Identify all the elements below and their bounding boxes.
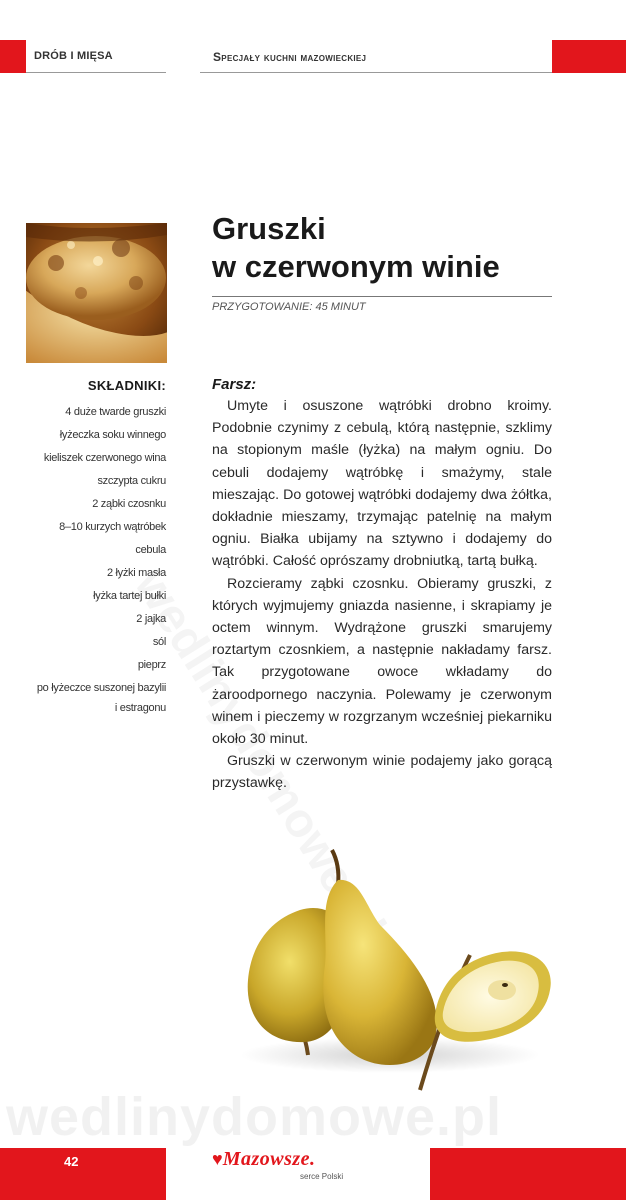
body-paragraph: Rozcieramy ząbki czosnku. Obieramy gruszki, z których wyjmujemy gniazda nasienne, i skrapiamy je octem winnym. Wydrążone gruszki smarujemy roztartym czosnkiem, a następnie nakładamy farsz. Tak przygotowane owoce wkładamy do żaroodpornego naczynia. Polewamy je czerwonym winem i pieczemy w rozgrzanym wcześniej piekarniku około 30 minut.	[212, 575, 552, 748]
logo-tagline: serce Polski	[300, 1172, 344, 1181]
body-subheading: Farsz:	[212, 376, 257, 393]
pears-photo	[240, 840, 560, 1110]
ingredient-item: i estragonu	[114, 702, 166, 714]
ingredient-item: łyżka tartej bułki	[93, 590, 166, 602]
title-rule	[212, 296, 552, 297]
page-number: 42	[64, 1154, 79, 1169]
body-paragraph: Gruszki w czerwonym winie podajemy jako gorącą przystawkę.	[212, 753, 552, 792]
ingredient-item: kieliszek czerwonego wina	[43, 452, 166, 464]
ingredient-item: pieprz	[137, 659, 166, 671]
recipe-body	[212, 376, 552, 795]
recipe-title-line1: Gruszki	[212, 211, 326, 246]
watermark-bottom: wedlinydomowe.pl	[6, 1087, 503, 1147]
ingredient-item: sól	[152, 636, 166, 648]
ingredient-item: 2 ząbki czosnku	[92, 498, 166, 510]
book-title: Specjały kuchni mazowieckiej	[213, 50, 367, 64]
ingredient-item: 8–10 kurzych wątróbek	[59, 521, 166, 533]
recipe-title	[212, 210, 572, 286]
footer-red-bar-left	[0, 1148, 166, 1200]
ingredient-item: 4 duże twarde gruszki	[65, 406, 166, 418]
ingredient-item: szczypta cukru	[97, 475, 166, 487]
logo-text: Mazowsze.	[222, 1148, 316, 1170]
body-paragraph: Umyte i osuszone wątróbki drobno kroimy. Podobnie czynimy z cebulą, którą następnie, szklimy na stopionym maśle (łyżka) na małym ogniu. Do cebuli dodajemy wątróbkę i smażymy, stale mieszając. Do gotowej wątróbki dodajemy dwa żółtka, dokładnie mieszamy, trzymając patelnię na małym ogniu. Białka ubijamy na sztywno i dodajemy do wątróbki. Całość oprószamy drobniutką, tartą bułką.	[212, 398, 552, 570]
recipe-title-line2: w czerwonym winie	[212, 249, 500, 284]
header-red-bar-right	[552, 40, 626, 73]
footer-red-bar-right	[430, 1148, 626, 1200]
mazowsze-logo	[212, 1148, 316, 1171]
ingredients-heading: SKŁADNIKI:	[87, 378, 166, 393]
ingredient-item: cebula	[135, 544, 166, 556]
prep-time: PRZYGOTOWANIE: 45 MINUT	[212, 301, 366, 313]
header-red-bar-left	[0, 40, 26, 73]
header-rule-mid	[200, 72, 552, 73]
ingredient-item: 2 łyżki masła	[106, 567, 166, 579]
dish-photo	[26, 223, 167, 363]
heart-icon: ♥	[212, 1149, 223, 1169]
header-rule-left	[26, 72, 166, 73]
ingredient-item: 2 jajka	[136, 613, 166, 625]
ingredient-item: po łyżeczce suszonej bazylii	[36, 682, 166, 694]
ingredients-list	[30, 401, 166, 716]
ingredient-item: łyżeczka soku winnego	[59, 429, 166, 441]
section-label: DRÓB I MIĘSA	[34, 50, 113, 62]
